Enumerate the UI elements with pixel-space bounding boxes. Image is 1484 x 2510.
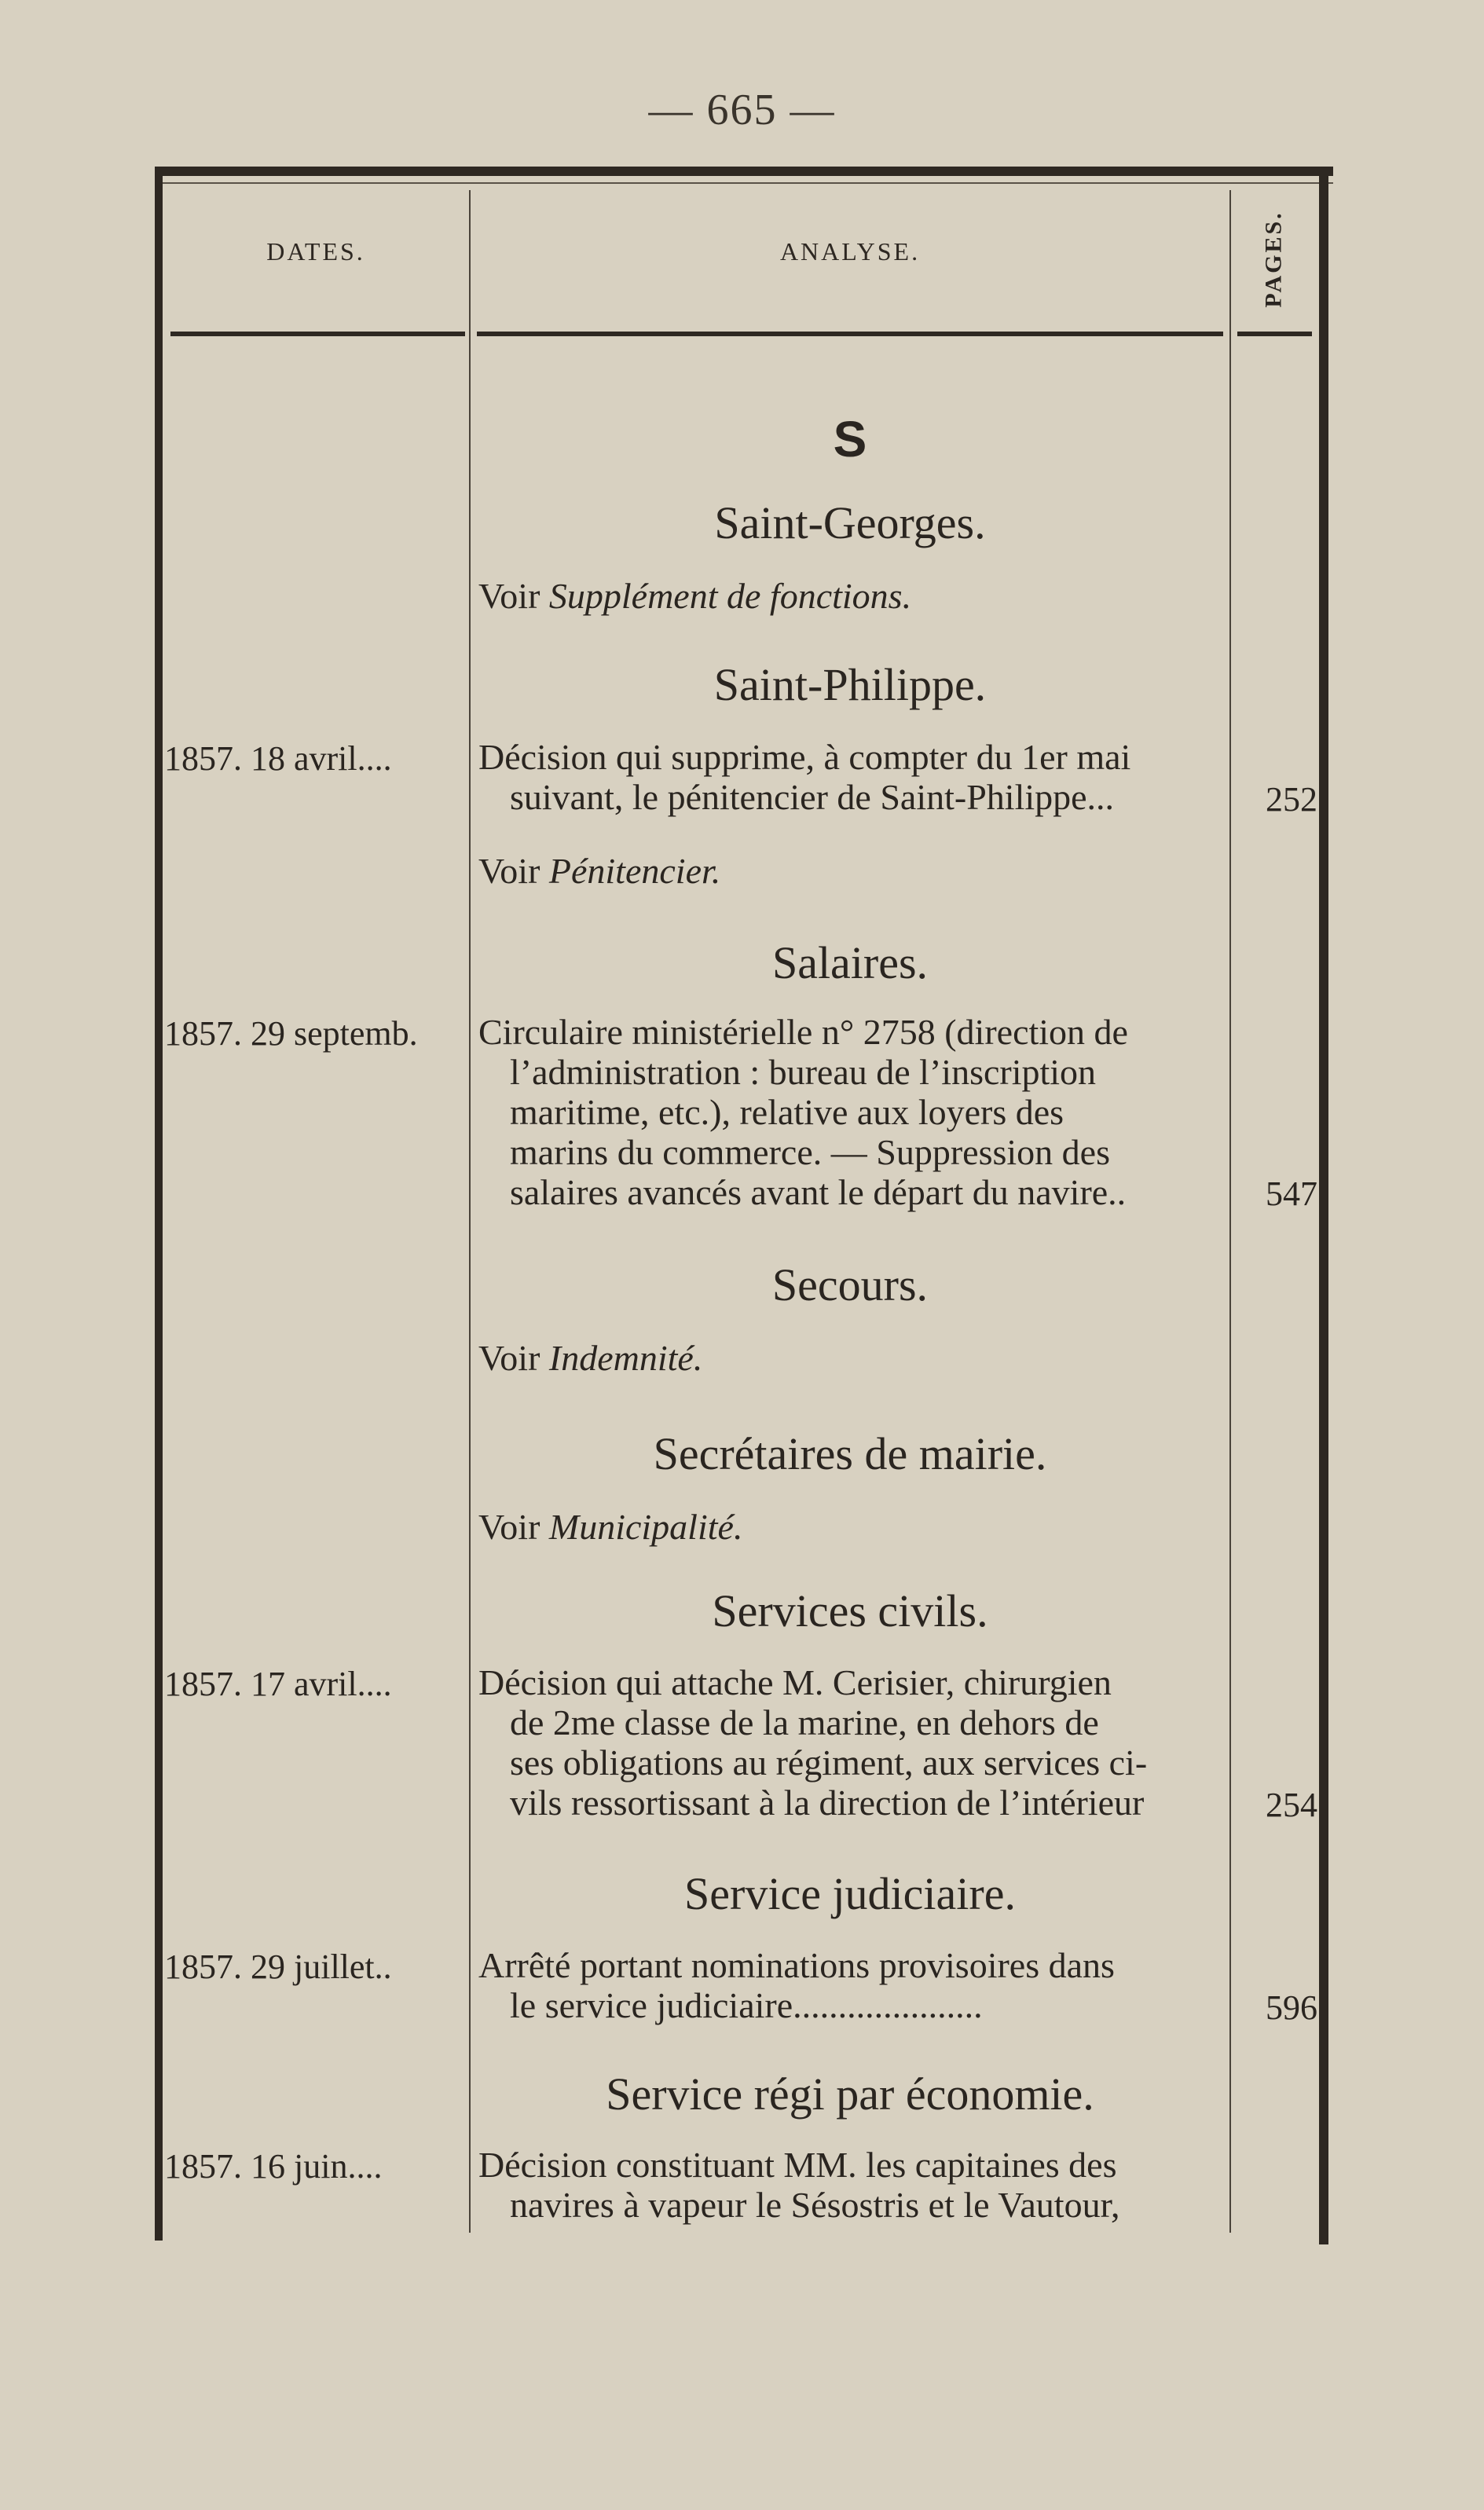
entry-line: Décision qui attache M. Cerisier, chirurgien — [478, 1662, 1112, 1702]
entry-date: 1857. 16 juin.... — [164, 2147, 383, 2186]
entry-page: 252 — [1266, 780, 1317, 819]
entry-line: Circulaire ministérielle n° 2758 (direction de — [478, 1012, 1128, 1052]
left-rule — [155, 167, 163, 2241]
entry-analysis — [478, 2145, 1225, 2225]
header-underline-analyse — [477, 332, 1223, 336]
header-analyse: ANALYSE. — [779, 237, 921, 266]
see-also-ref: Indemnité. — [548, 1338, 703, 1378]
entry-line: salaires avancés avant le départ du navire.. — [510, 1172, 1127, 1212]
entry-heading: Service régi par économie. — [606, 2068, 1094, 2120]
entry-line: l’administration : bureau de l’inscription — [510, 1052, 1097, 1092]
entry-line: navires à vapeur le Sésostris et le Vautour, — [510, 2185, 1120, 2225]
entry-heading: Saint-Georges. — [714, 497, 986, 548]
entry-date: 1857. 17 avril.... — [164, 1665, 392, 1703]
header-pages: PAGES. — [1261, 210, 1288, 308]
see-also-ref: Municipalité. — [548, 1507, 743, 1547]
entry-heading: Services civils. — [712, 1585, 988, 1636]
entry-line: maritime, etc.), relative aux loyers des — [510, 1092, 1064, 1132]
page-number: — 665 — — [648, 86, 836, 134]
entry-analysis — [478, 1945, 1225, 2025]
entry-date: 1857. 29 septemb. — [164, 1014, 418, 1053]
entry-line: vils ressortissant à la direction de l’intérieur — [510, 1783, 1145, 1823]
top-rule — [155, 167, 1333, 176]
entry-line: suivant, le pénitencier de Saint-Philippe... — [510, 777, 1115, 817]
see-also-ref: Supplément de fonctions. — [548, 576, 912, 616]
header-underline-pages — [1237, 332, 1312, 336]
see-also: Voir Pénitencier. — [478, 851, 721, 891]
top-rule-thin — [155, 182, 1333, 184]
entry-heading: Secrétaires de mairie. — [653, 1428, 1047, 1479]
see-also: Voir Supplément de fonctions. — [478, 576, 912, 616]
entry-line: marins du commerce. — Suppression des — [510, 1132, 1110, 1172]
see-also-ref: Pénitencier. — [548, 851, 721, 891]
entry-heading: Service judiciaire. — [684, 1868, 1016, 1919]
entry-page: 547 — [1266, 1174, 1317, 1213]
see-also: Voir Indemnité. — [478, 1338, 703, 1378]
entry-line: Décision qui supprime, à compter du 1er mai — [478, 737, 1131, 777]
entry-analysis — [478, 1012, 1225, 1212]
entry-page: 254 — [1266, 1786, 1317, 1824]
entry-date: 1857. 18 avril.... — [164, 739, 392, 778]
entry-analysis — [478, 737, 1225, 817]
entry-line: le service judiciaire..................... — [510, 1985, 983, 2025]
entry-date: 1857. 29 juillet.. — [164, 1948, 392, 1986]
entry-heading: Secours. — [771, 1259, 929, 1310]
entry-line: Arrêté portant nominations provisoires dans — [478, 1945, 1115, 1985]
entry-analysis — [478, 1662, 1225, 1823]
right-rule — [1319, 167, 1328, 2244]
entry-page: 596 — [1266, 1988, 1317, 2027]
header-underline-dates — [170, 332, 465, 336]
entry-line: Décision constituant MM. les capitaines des — [478, 2145, 1117, 2185]
entry-line: ses obligations au régiment, aux services ci- — [510, 1742, 1148, 1783]
entry-line: de 2me classe de la marine, en dehors de — [510, 1702, 1099, 1742]
entry-heading: Saint-Philippe. — [713, 659, 987, 710]
entry-heading: Salaires. — [771, 937, 929, 988]
index-table — [155, 167, 1333, 2241]
see-also: Voir Municipalité. — [478, 1507, 743, 1547]
section-letter: S — [833, 411, 867, 467]
header-dates: DATES. — [266, 237, 365, 266]
